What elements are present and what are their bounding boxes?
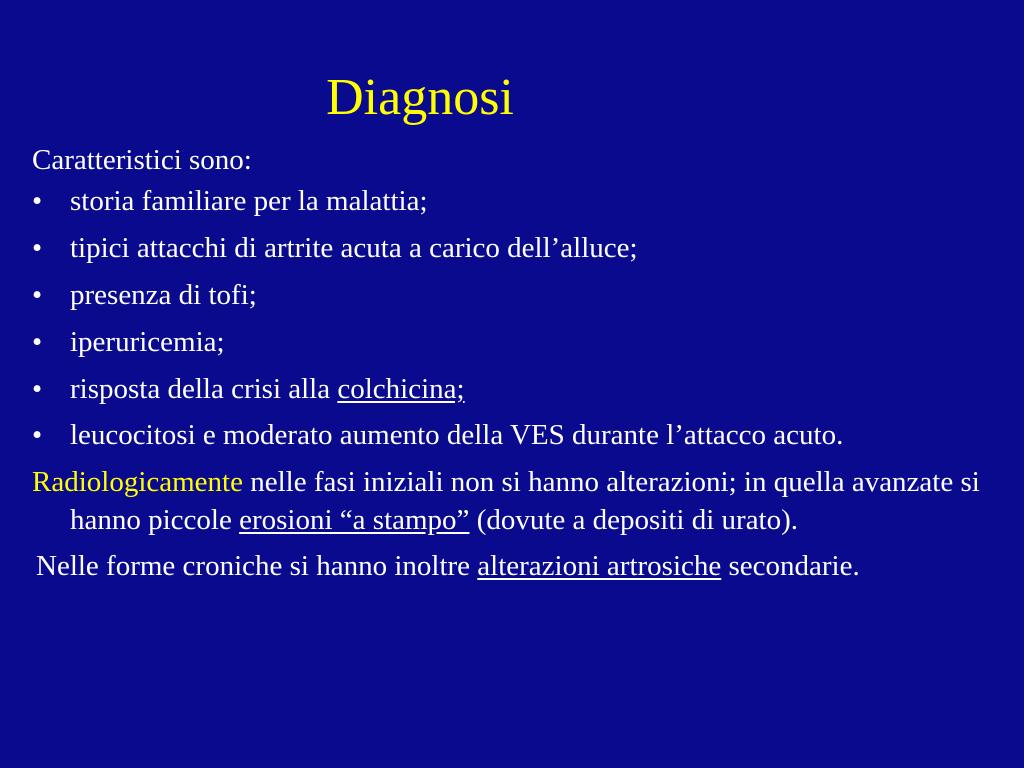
list-item — [32, 183, 1012, 220]
slide-content — [32, 142, 1012, 583]
list-item-text: presenza di tofi; — [70, 279, 257, 311]
bullet-icon: • — [32, 326, 43, 358]
radiology-text-end: (dovute a depositi di urato). — [469, 504, 799, 536]
bullet-list — [32, 183, 1012, 453]
bullet-icon: • — [32, 232, 43, 264]
erosioni-link[interactable]: erosioni “a stampo” — [239, 504, 470, 536]
chronic-text: Nelle forme croniche si hanno inoltre — [36, 550, 478, 582]
list-item-text: leucocitosi e moderato aumento della VES durante l’attacco acuto. — [70, 419, 844, 451]
alterazioni-link[interactable]: alterazioni artrosiche — [477, 550, 722, 582]
list-item — [32, 230, 1012, 267]
colchicina-link[interactable]: colchicina; — [337, 373, 465, 405]
bullet-icon: • — [32, 419, 43, 451]
chronic-paragraph — [32, 549, 1012, 583]
bullet-icon: • — [32, 185, 43, 217]
list-item — [32, 371, 1012, 408]
intro-text: Caratteristici sono: — [32, 144, 252, 176]
list-item — [32, 277, 1012, 314]
list-item-text: tipici attacchi di artrite acuta a carico dell’alluce; — [70, 232, 638, 264]
chronic-text-end: secondarie. — [721, 550, 860, 582]
radiology-paragraph — [32, 463, 1012, 539]
list-item-text: iperuricemia; — [70, 326, 225, 358]
slide-title: Diagnosi — [326, 69, 514, 126]
radiology-highlight: Radiologicamente — [32, 466, 243, 498]
radiology-text: nelle fasi iniziali non si hanno alterazioni; in quella avanzate si hanno piccole — [70, 466, 980, 536]
list-item — [32, 324, 1012, 361]
list-item — [32, 418, 1012, 453]
bullet-icon: • — [32, 279, 43, 311]
list-item-text: storia familiare per la malattia; — [70, 185, 428, 217]
bullet-icon: • — [32, 373, 43, 405]
list-item-text: risposta della crisi alla — [70, 373, 338, 405]
